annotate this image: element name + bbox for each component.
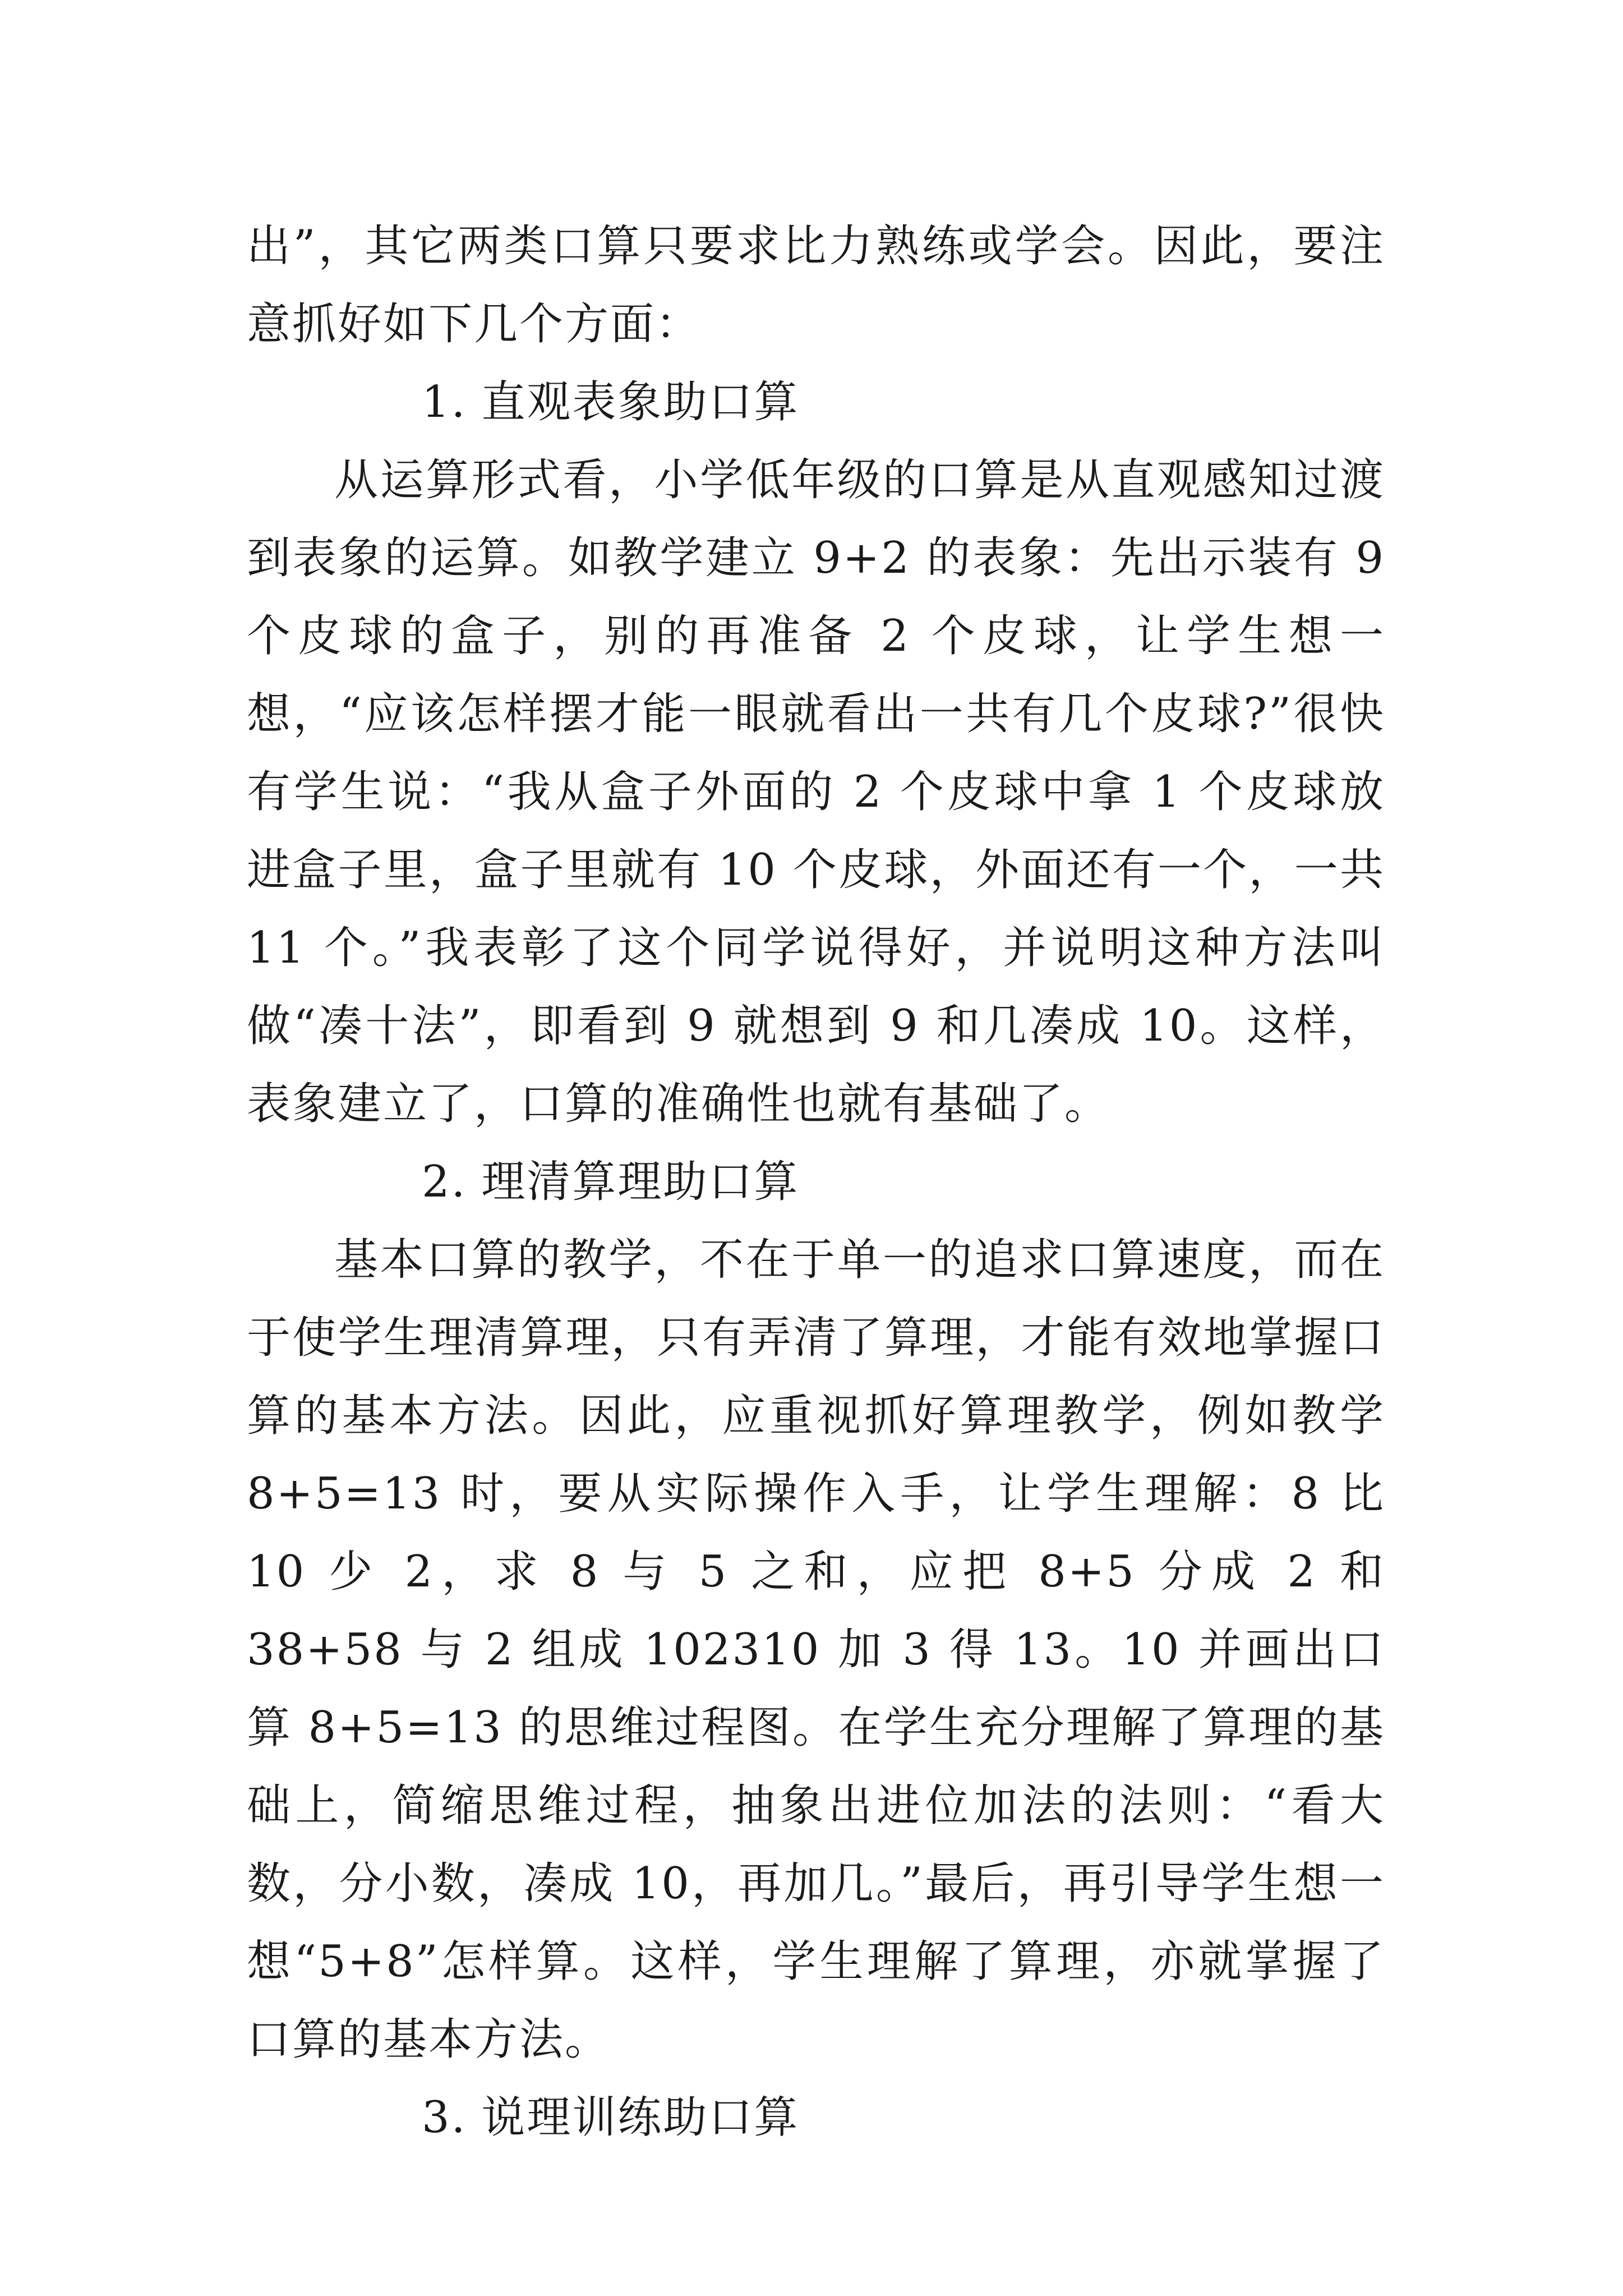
section-heading-3 xyxy=(247,2079,1385,2157)
document-page xyxy=(247,208,1385,2157)
paragraph-continuation: 出”，其它两类口算只要求比力熟练或学会。因此，要注意抓好如下几个方面： xyxy=(247,221,1385,349)
section-number: 1. xyxy=(422,377,467,427)
section-heading-2 xyxy=(247,1143,1385,1221)
section-number: 2. xyxy=(422,1157,467,1207)
section-title: 说理训练助口算 xyxy=(481,2092,800,2143)
section-title: 理清算理助口算 xyxy=(481,1157,800,1207)
section-heading-1 xyxy=(247,364,1385,441)
paragraph-1: 从运算形式看，小学低年级的口算是从直观感知过渡到表象的运算。如教学建立 9+2 的表象：先出示装有 9 个皮球的盒子，别的再准备 2 个皮球，让学生想一想，“应该怎样摆才能一眼就看出一共有几个皮球?”很快有学生说：“我从盒子外面的 2 个皮球中拿 1 个皮球放进盒子里，盒子里就有 10 个皮球，外面还有一个，一共 11 个。”我表彰了这个同学说得好，并说明这种方法叫做“凑十法”，即看到 9 就想到 9 和几凑成 10。这样，表象建立了，口算的准确性也就有基础了。 xyxy=(247,455,1385,1129)
section-number: 3. xyxy=(422,2092,467,2143)
section-title: 直观表象助口算 xyxy=(481,377,800,427)
paragraph-2: 基本口算的教学，不在于单一的追求口算速度，而在于使学生理清算理，只有弄清了算理，才能有效地掌握口算的基本方法。因此，应重视抓好算理教学，例如教学 8+5=13 时，要从实际操作入手，让学生理解：8 比 10 少 2，求 8 与 5 之和，应把 8+5 分成 2 和 38+58 与 2 组成 102310 加 3 得 13。10 并画出口算 8+5=13 的思维过程图。在学生充分理解了算理的基础上，简缩思维过程，抽象出进位加法的法则：“看大数，分小数，凑成 10，再加几。”最后，再引导学生想一想“5+8”怎样算。这样，学生理解了算理，亦就掌握了口算的基本方法。 xyxy=(247,1235,1385,2065)
